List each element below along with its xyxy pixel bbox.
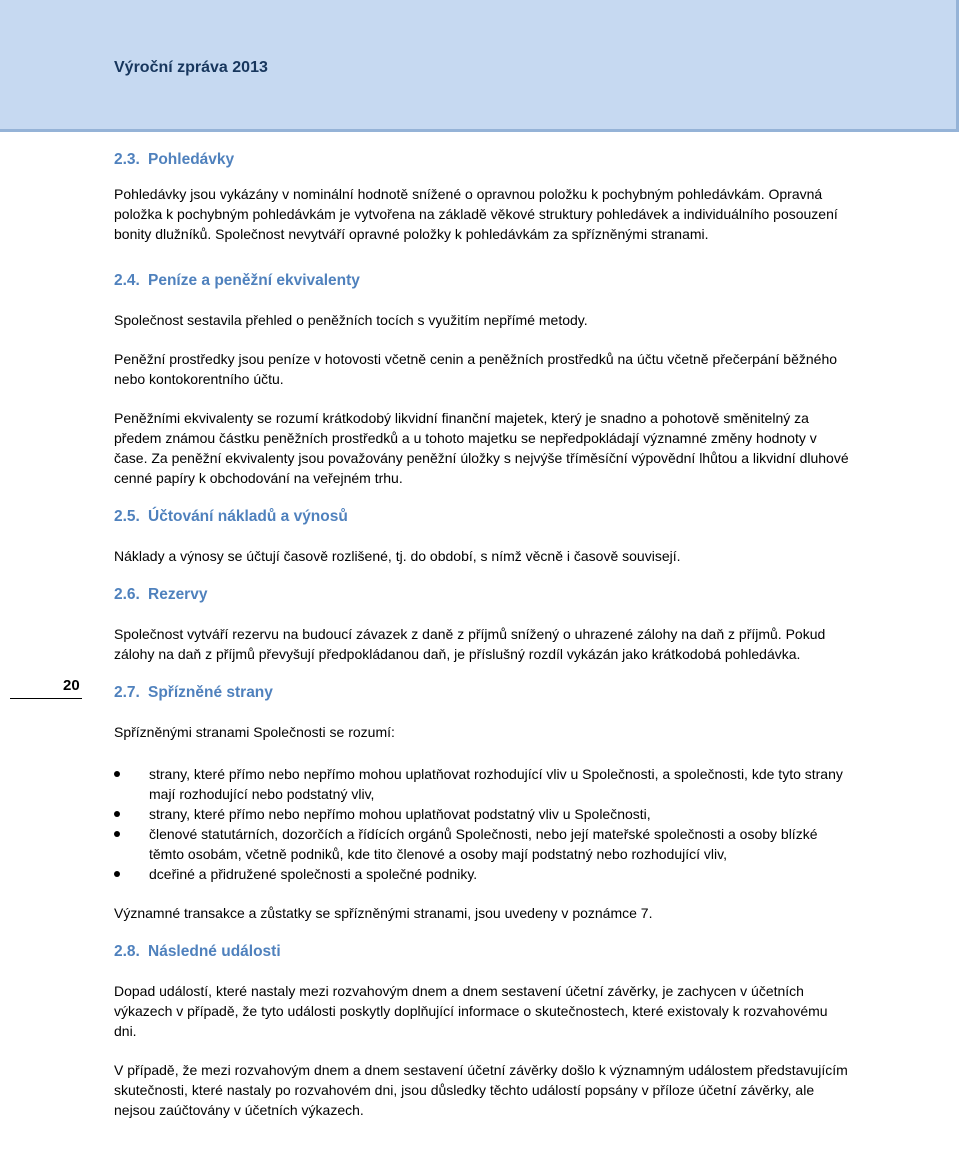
section-number: 2.6. xyxy=(114,586,140,603)
list-item: členové statutárních, dozorčích a řídících orgánů Společnosti, nebo její mateřské společnosti a osoby blízké těmto osobám, včetně podniků, kde tito členové a osoby mají podstatný nebo rozhodující vliv, xyxy=(114,824,854,864)
paragraph: Pohledávky jsou vykázány v nominální hodnotě snížené o opravnou položku k pochybným pohledávkám. Opravná položka k pochybným pohledávkám je vytvořena na základě věkové struktury pohledávek a individuálního posouzení bonity dlužníků. Společnost nevytváří opravné položky k pohledávkám za spřízněnými stranami. xyxy=(114,186,838,242)
paragraph: Peněžními ekvivalenty se rozumí krátkodobý likvidní finanční majetek, který je snadno a pohotově směnitelný za předem známou částku peněžních prostředků a u tohoto majetku se nepředpokládají významné změny hodnoty v čase. Za peněžní ekvivalenty jsou považovány peněžní úložky s nejvýše tříměsíční výpovědní lhůtou a likvidní dluhové cenné papíry k obchodování na veřejném trhu. xyxy=(114,410,849,486)
section-title: Spřízněné strany xyxy=(148,684,273,701)
section-number: 2.3. xyxy=(114,151,140,168)
section-number: 2.7. xyxy=(114,684,140,701)
paragraph: Spřízněnými stranami Společnosti se rozumí: xyxy=(114,724,395,740)
paragraph: V případě, že mezi rozvahovým dnem a dnem sestavení účetní závěrky došlo k významným událostem představujícím skutečnosti, které nastaly po rozvahovém dni, jsou důsledky těchto událostí popsány v příloze účetní závěrky, ale nejsou zaúčtovány v účetních výkazech. xyxy=(114,1062,848,1118)
list-item: dceřiné a přidružené společnosti a společné podniky. xyxy=(114,864,854,884)
header-band xyxy=(0,0,959,132)
section-number: 2.8. xyxy=(114,943,140,960)
paragraph: Společnost sestavila přehled o peněžních tocích s využitím nepřímé metody. xyxy=(114,312,588,328)
section-heading-2-8 xyxy=(114,942,854,962)
section-title: Následné události xyxy=(148,943,281,960)
bullet-icon xyxy=(114,831,120,837)
section-title: Pohledávky xyxy=(148,151,235,168)
document-title: Výroční zpráva 2013 xyxy=(114,59,268,76)
section-heading-2-3 xyxy=(114,150,854,170)
paragraph: Dopad událostí, které nastaly mezi rozvahovým dnem a dnem sestavení účetní závěrky, je zachycen v účetních výkazech v případě, že tyto události poskytly doplňující informace o skutečnostech, které existovaly k rozvahovému dni. xyxy=(114,983,828,1039)
bullet-icon xyxy=(114,871,120,877)
section-heading-2-5 xyxy=(114,507,854,527)
section-number: 2.5. xyxy=(114,508,140,525)
list-item: strany, které přímo nebo nepřímo mohou uplatňovat podstatný vliv u Společnosti, xyxy=(114,804,854,824)
paragraph: Společnost vytváří rezervu na budoucí závazek z daně z příjmů snížený o uhrazené zálohy na daň z příjmů. Pokud zálohy na daň z příjmů převyšují předpokládanou daň, je příslušný rozdíl vykázán jako krátkodobá pohledávka. xyxy=(114,626,826,662)
page-number: 20 xyxy=(63,677,80,694)
page-number-rule xyxy=(10,698,82,699)
section-title: Peníze a peněžní ekvivalenty xyxy=(148,272,360,289)
paragraph: Peněžní prostředky jsou peníze v hotovosti včetně cenin a peněžních prostředků na účtu včetně přečerpání běžného nebo kontokorentního účtu. xyxy=(114,351,838,387)
section-title: Účtování nákladů a výnosů xyxy=(148,508,348,525)
section-heading-2-6 xyxy=(114,585,854,605)
section-number: 2.4. xyxy=(114,272,140,289)
section-title: Rezervy xyxy=(148,586,208,603)
paragraph: Významné transakce a zůstatky se spřízněnými stranami, jsou uvedeny v poznámce 7. xyxy=(114,905,653,921)
bullet-icon xyxy=(114,811,120,817)
paragraph: Náklady a výnosy se účtují časově rozlišené, tj. do období, s nímž věcně i časově souvisejí. xyxy=(114,548,681,564)
list-item: strany, které přímo nebo nepřímo mohou uplatňovat rozhodující vliv u Společnosti, a společnosti, kde tyto strany mají rozhodující nebo podstatný vliv, xyxy=(114,764,854,804)
bullet-icon xyxy=(114,771,120,777)
related-parties-list xyxy=(114,764,854,884)
section-heading-2-4 xyxy=(114,271,854,291)
section-heading-2-7 xyxy=(114,683,854,703)
document-body xyxy=(114,150,854,1120)
